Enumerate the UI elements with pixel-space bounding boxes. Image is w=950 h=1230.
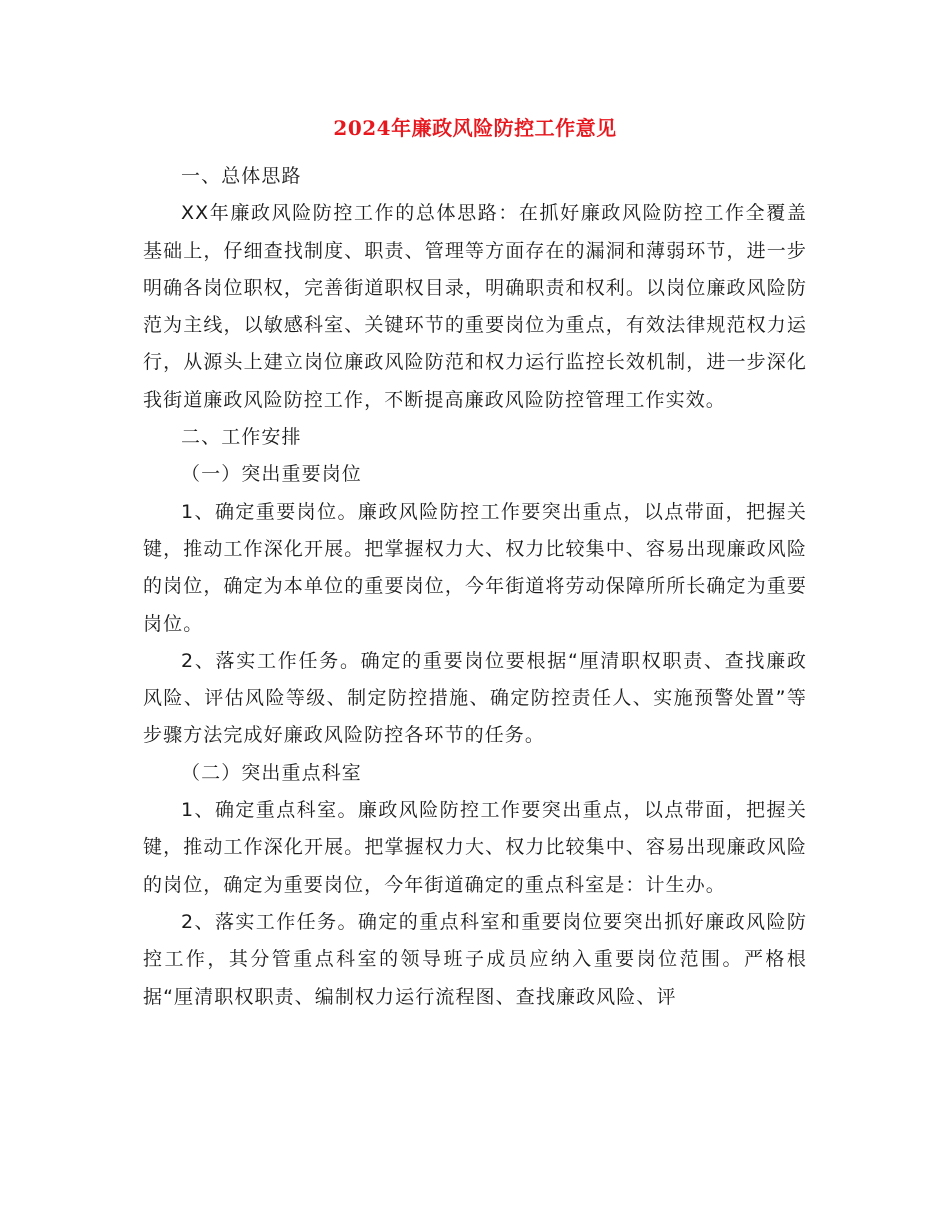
- paragraph-determine-key-positions: 1、确定重要岗位。廉政风险防控工作要突出重点，以点带面，把握关键，推动工作深化开展。把掌握权力大、权力比较集中、容易出现廉政风险的岗位，确定为本单位的重要岗位，今年街道将劳动保障所所长确定为重要岗位。: [143, 500, 807, 635]
- subsection-heading-key-departments: （二）突出重点科室: [181, 761, 362, 784]
- paragraph-implement-tasks-departments: 2、落实工作任务。确定的重点科室和重要岗位要突出抓好廉政风险防控工作，其分管重点科室的领导班子成员应纳入重要岗位范围。严格根据“厘清职权职责、编制权力运行流程图、查找廉政风险、评: [143, 910, 807, 1008]
- section-heading-work-arrangement: 二、工作安排: [181, 426, 302, 449]
- paragraph-overall-approach: XX年廉政风险防控工作的总体思路：在抓好廉政风险防控工作全覆盖基础上，仔细查找制度、职责、管理等方面存在的漏洞和薄弱环节，进一步明确各岗位职权，完善街道职权目录，明确职责和权利。以岗位廉政风险防范为主线，以敏感科室、关键环节的重要岗位为重点，有效法律规范权力运行，从源头上建立岗位廉政风险防范和权力运行监控长效机制，进一步深化我街道廉政风险防控工作，不断提高廉政风险防控管理工作实效。: [143, 202, 807, 411]
- section-heading-overall: 一、总体思路: [181, 165, 302, 187]
- document-title: 2024年廉政风险防控工作意见: [333, 116, 617, 140]
- paragraph-implement-tasks-positions: 2、落实工作任务。确定的重要岗位要根据“厘清职权职责、查找廉政风险、评估风险等级、制定防控措施、确定防控责任人、实施预警处置”等步骤方法完成好廉政风险防控各环节的任务。: [143, 649, 807, 747]
- paragraph-determine-key-departments: 1、确定重点科室。廉政风险防控工作要突出重点，以点带面，把握关键，推动工作深化开展。把掌握权力大、权力比较集中、容易出现廉政风险的岗位，确定为重要岗位，今年街道确定的重点科室是：计生办。: [143, 799, 807, 896]
- document-body: [143, 158, 807, 1016]
- subsection-heading-key-positions: （一）突出重要岗位: [181, 463, 362, 486]
